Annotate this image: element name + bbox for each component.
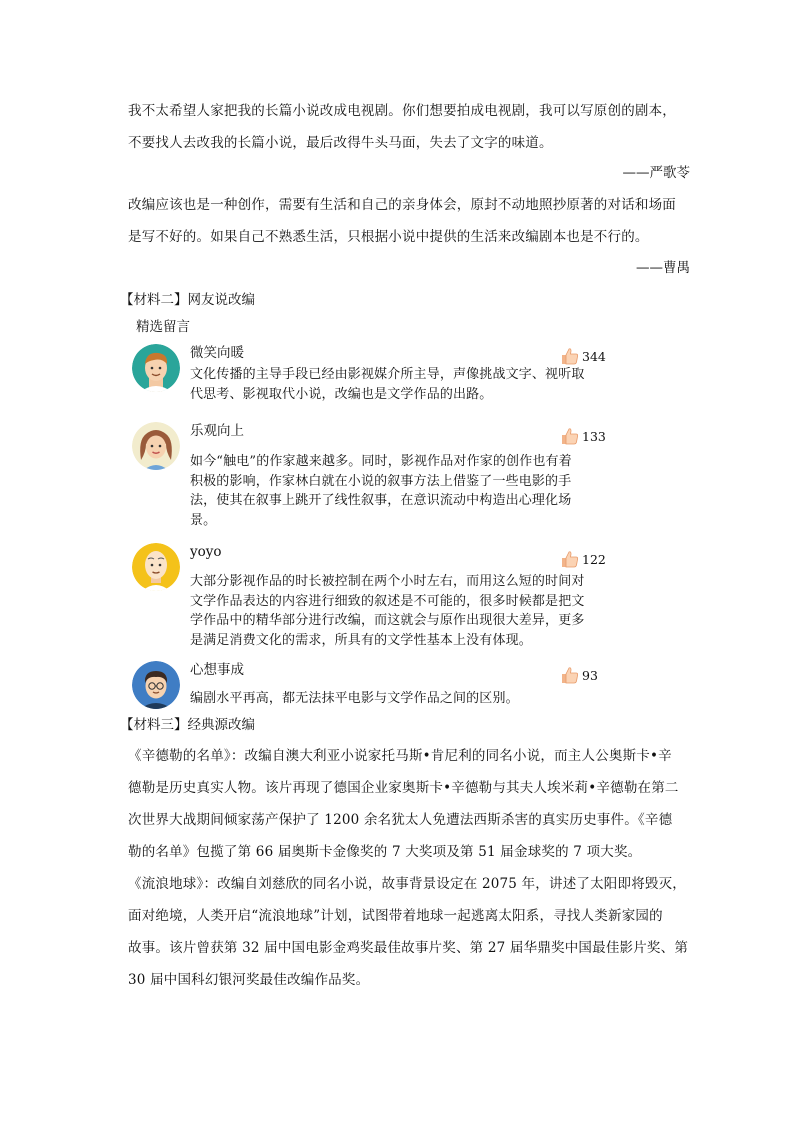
like-number: 93 <box>582 667 598 683</box>
text-line: 不要找人去改我的长篇小说，最后改得牛头马面，失去了文字的味道。 <box>128 135 553 151</box>
thumbs-up-icon <box>560 426 580 446</box>
comment-text <box>190 365 620 404</box>
text-line: 是满足消费文化的需求，所具有的文学性基本上没有体现。 <box>190 632 532 648</box>
text-line: 改编应该也是一种创作，需要有生活和自己的亲身体会，原封不动地照抄原著的对话和场面 <box>128 197 676 213</box>
like-count[interactable] <box>560 426 606 446</box>
avatar-blue-man-icon <box>132 661 180 709</box>
comment-author: 心想事成 <box>190 662 244 678</box>
comment-text <box>190 689 620 709</box>
section-heading: 【材料三】经典源改编 <box>120 717 255 733</box>
text-line: 面对绝境，人类开启“流浪地球”计划，试图带着地球一起逃离太阳系，寻找人类新家园的 <box>128 908 663 924</box>
text-line: 积极的影响，作家林白就在小说的叙事方法上借鉴了一些电影的手 <box>190 473 572 489</box>
text-line: 是写不好的。如果自己不熟悉生活，只根据小说中提供的生活来改编剧本也是不行的。 <box>128 229 649 245</box>
text-line: 勒的名单》包揽了第 66 届奥斯卡金像奖的 7 大奖项及第 51 届金球奖的 7 项大奖。 <box>128 844 642 860</box>
thumbs-up-icon <box>560 549 580 569</box>
like-number: 122 <box>582 551 606 567</box>
comment-author: 微笑向暖 <box>190 345 244 361</box>
thumbs-up-icon <box>560 346 580 366</box>
like-number: 133 <box>582 428 606 444</box>
comment-author: 乐观向上 <box>190 423 244 439</box>
like-count[interactable] <box>560 346 606 366</box>
avatar-woman-icon <box>132 422 180 470</box>
text-line: 文化传播的主导手段已经由影视媒介所主导，声像挑战文字、视听取 <box>190 367 585 382</box>
avatar-teal-man-icon <box>132 344 180 392</box>
text-line: 德勒是历史真实人物。该片再现了德国企业家奥斯卡•辛德勒与其夫人埃米莉•辛德勒在第二 <box>128 780 679 796</box>
text-line: 30 届中国科幻银河奖最佳改编作品奖。 <box>128 972 370 988</box>
like-count[interactable] <box>560 665 598 685</box>
text-line: 编剧水平再高，都无法抹平电影与文学作品之间的区别。 <box>190 691 519 706</box>
quote-paragraph <box>128 95 694 159</box>
text-line: 《流浪地球》：改编自刘慈欣的同名小说，故事背景设定在 2075 年，讲述了太阳即将毁灭， <box>128 876 686 892</box>
quote-attribution: ——曹禺 <box>636 260 690 276</box>
text-line: 大部分影视作品的时长被控制在两个小时左右，而用这么短的时间对 <box>190 574 585 589</box>
text-line: 法，使其在叙事上跳开了线性叙事，在意识流动中构造出心理化场 <box>190 493 572 508</box>
quote-paragraph <box>128 189 694 253</box>
text-line: 次世界大战期间倾家荡产保护了 1200 余名犹太人免遭法西斯杀害的真实历史事件。《辛德 <box>128 812 673 828</box>
thumbs-up-icon <box>560 665 580 685</box>
text-line: 我不太希望人家把我的长篇小说改成电视剧。你们想要拍成电视剧，我可以写原创的剧本， <box>128 103 676 119</box>
section-heading: 【材料二】网友说改编 <box>120 292 255 308</box>
comment-text <box>190 572 620 650</box>
like-count[interactable] <box>560 549 606 569</box>
text-line: 文学作品表达的内容进行细致的叙述是不可能的，很多时候都是把文 <box>190 593 585 609</box>
avatar-bald-man-icon <box>132 543 180 591</box>
quote-attribution: ——严歌苓 <box>622 165 690 181</box>
text-line: 如今“触电”的作家越来越多。同时，影视作品对作家的创作也有着 <box>190 454 572 469</box>
body-paragraph <box>128 740 708 868</box>
text-line: 故事。该片曾获第 32 届中国电影金鸡奖最佳故事片奖、第 27 届华鼎奖中国最佳影片奖、第 <box>128 940 689 956</box>
text-line: 《辛德勒的名单》：改编自澳大利亚小说家托马斯•肯尼利的同名小说，而主人公奥斯卡•辛 <box>128 748 672 764</box>
comment-author: yoyo <box>190 544 222 560</box>
comment-text <box>190 452 620 530</box>
like-number: 344 <box>582 348 606 364</box>
text-line: 学作品中的精华部分进行改编，而这就会与原作出现很大差异，更多 <box>190 613 585 628</box>
text-line: 代思考、影视取代小说，改编也是文学作品的出路。 <box>190 386 493 402</box>
section-subheading: 精选留言 <box>136 319 190 335</box>
text-line: 景。 <box>190 512 217 528</box>
body-paragraph <box>128 868 708 996</box>
